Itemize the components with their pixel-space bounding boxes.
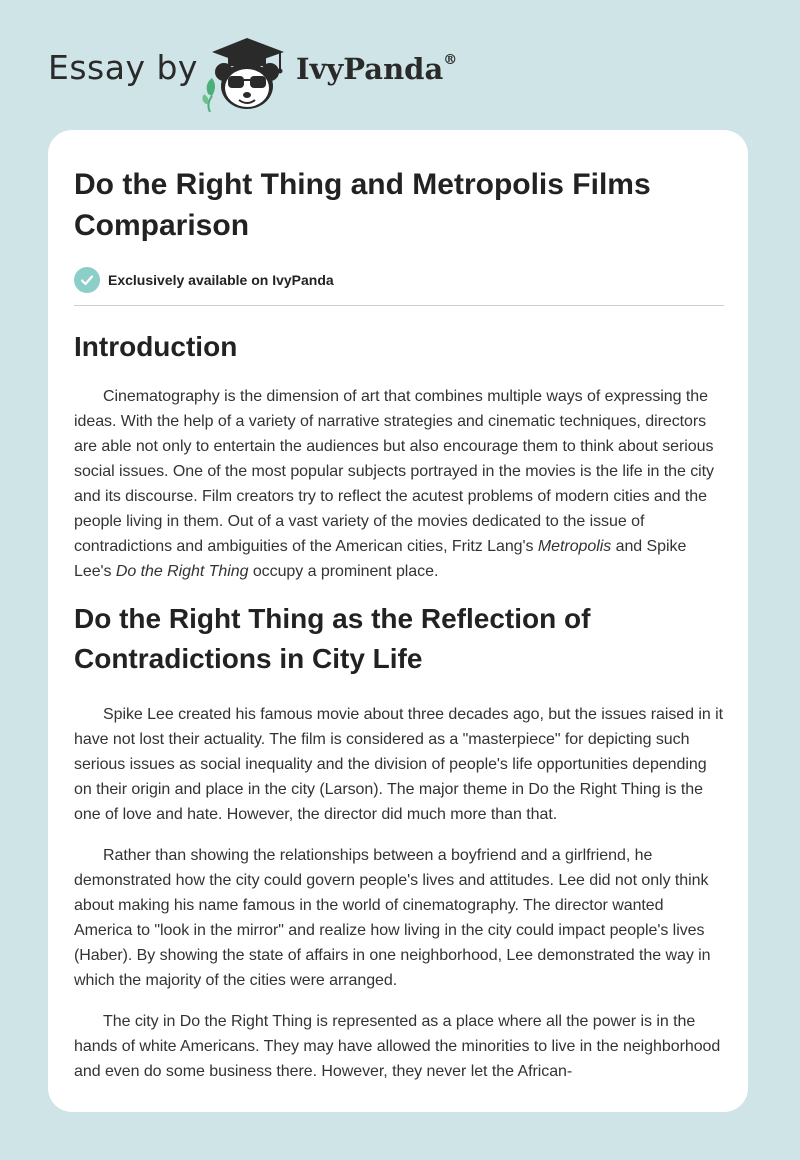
exclusive-badge <box>74 266 724 294</box>
article-content <box>74 164 724 1084</box>
panda-logo-icon[interactable] <box>202 34 292 112</box>
divider <box>74 305 724 306</box>
paragraph-text: Cinematography is the dimension of art that combines multiple ways of expressing the ideas. With the help of a variety of narrative strategies and cinematic techniques, directors are able not only to entertain the audiences but also encourage them to think about serious social issues. One of the most popular subjects portrayed in the movies is the life in the city and its discourse. Film creators try to reflect the acutest problems of modern cities and the people living in them. Out of a vast variety of the movies dedicated to the issue of contradictions and ambiguities of the American cities, Fritz Lang's <box>74 388 715 555</box>
paragraph <box>74 384 724 584</box>
film-title-do-the-right-thing: Do the Right Thing <box>115 563 249 580</box>
paragraph: Spike Lee created his famous movie about three decades ago, but the issues raised in it have not lost their actuality. The film is considered as a "masterpiece" for depicting such serious issues as social inequality and the division of people's life opportunities depending on their origin and place in the city (Larson). The major theme in Do the Right Thing is the one of love and hate. However, the director did much more than that. <box>74 706 724 823</box>
section-heading-introduction: Introduction <box>74 331 238 362</box>
exclusive-badge-text: Exclusively available on IvyPanda <box>108 272 334 288</box>
brand-name: IvyPanda <box>296 52 444 86</box>
section-heading-contradictions: Do the Right Thing as the Reflection of Contradictions in City Life <box>74 603 591 674</box>
ivypanda-logo-text[interactable] <box>296 52 457 86</box>
film-title-metropolis: Metropolis <box>537 538 612 555</box>
registered-mark: ® <box>443 52 458 69</box>
checkmark-icon <box>74 267 100 293</box>
paragraph-text: occupy a prominent place. <box>248 563 439 580</box>
paragraph-text: and Spike Lee's <box>74 538 687 580</box>
paragraph: The city in Do the Right Thing is represented as a place where all the power is in the hands of white Americans. They may have allowed the minorities to live in the neighborhood and even do some business there. However, they never let the African- <box>74 1013 721 1080</box>
article-card <box>48 130 748 1112</box>
essay-by-label: Essay by <box>48 48 198 87</box>
paragraph: Rather than showing the relationships between a boyfriend and a girlfriend, he demonstrated how the city could govern people's lives and attitudes. Lee did not only think about making his name famous in the world of cinematography. The director wanted America to "look in the mirror" and realize how living in the city could impact people's lives (Haber). By showing the state of affairs in one neighborhood, Lee demonstrated the way in which the majority of the cities were arranged. <box>74 847 711 989</box>
site-header <box>48 30 748 120</box>
article-title: Do the Right Thing and Metropolis Films Comparison <box>74 168 651 242</box>
